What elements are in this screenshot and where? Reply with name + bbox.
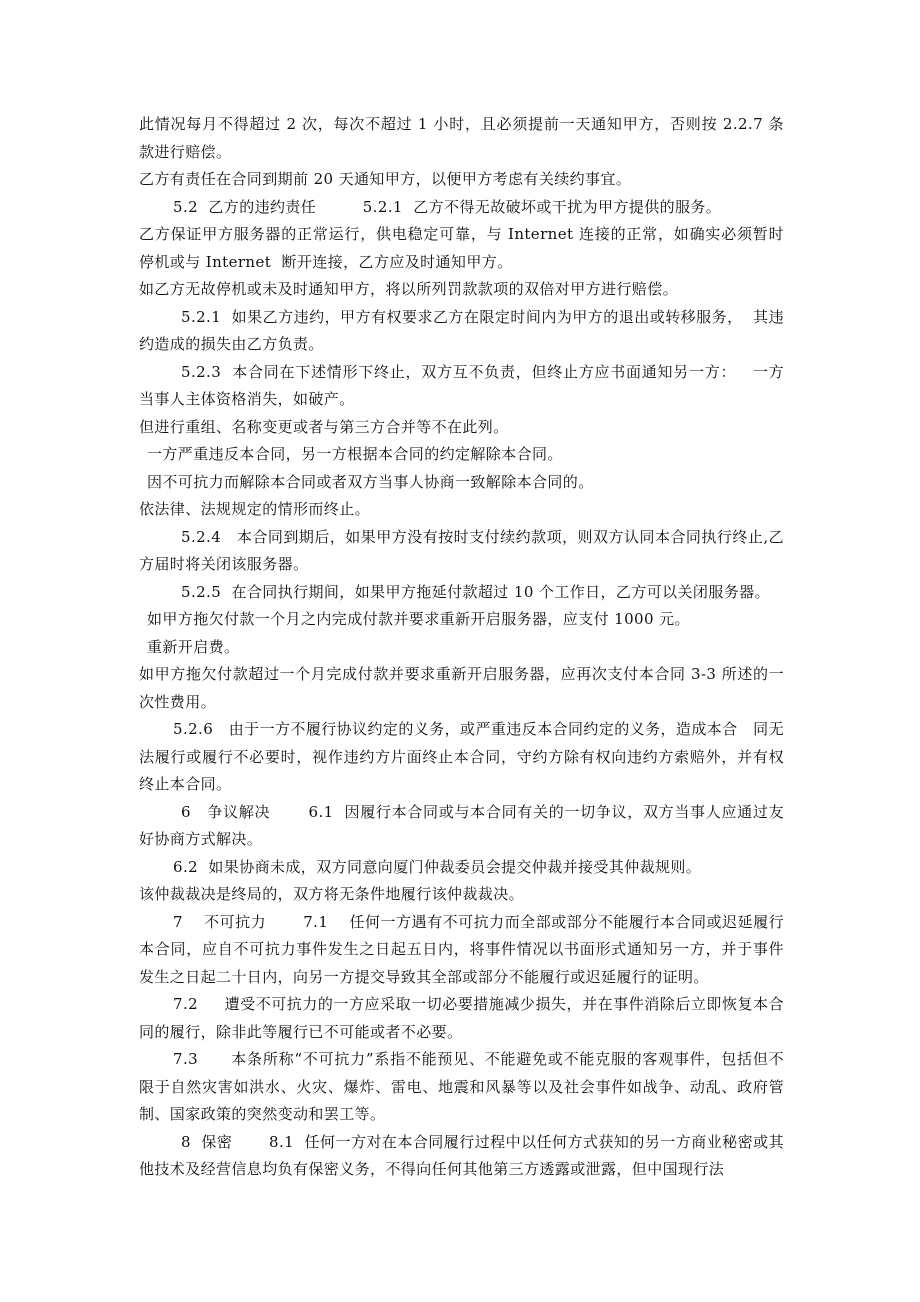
paragraph-12: 5.2.4 本合同到期后，如果甲方没有按时支付续约款项，则双方认同本合同执行终止,乙方届时将关闭该服务器。 (139, 527, 784, 573)
paragraph-13: 5.2.5 在合同执行期间，如果甲方拖延付款超过 10 个工作日，乙方可以关闭服务器。 (181, 582, 770, 601)
paragraph-24: 8 保密 8.1 任何一方对在本合同履行过程中以任何方式获知的另一方商业秘密或其他技术及经营信息均负有保密义务，不得向任何其他第三方透露或泄露，但中国现行法 (139, 1132, 784, 1178)
paragraph-16: 如甲方拖欠付款超过一个月完成付款并要求重新开启服务器，应再次支付本合同 3-3 所述的一次性费用。 (139, 665, 784, 711)
paragraph-10: 因不可抗力而解除本合同或者双方当事人协商一致解除本合同的。 (147, 472, 594, 491)
paragraph-1: 此情况每月不得超过 2 次，每次不超过 1 小时，且必须提前一天通知甲方，否则按 2.2.7 条款进行赔偿。 (139, 115, 784, 161)
paragraph-17: 5.2.6 由于一方不履行协议约定的义务，或严重违反本合同约定的义务，造成本合 同无法履行或履行不必要时，视作违约方片面终止本合同，守约方除有权向违约方索赔外，并有权终止本合同。 (139, 720, 784, 793)
paragraph-7: 5.2.3 本合同在下述情形下终止，双方互不负责，但终止方应书面通知另一方： 一方当事人主体资格消失，如破产。 (139, 362, 784, 408)
paragraph-15: 重新开启费。 (147, 637, 240, 656)
paragraph-6: 5.2.1 如果乙方违约，甲方有权要求乙方在限定时间内为甲方的退出或转移服务， 其违约造成的损失由乙方负责。 (139, 307, 784, 353)
paragraph-22: 7.2 遭受不可抗力的一方应采取一切必要措施减少损失，并在事件消除后立即恢复本合同的履行，除非此等履行已不可能或者不必要。 (139, 995, 784, 1041)
paragraph-18: 6 争议解决 6.1 因履行本合同或与本合同有关的一切争议，双方当事人应通过友好协商方式解决。 (139, 802, 784, 848)
paragraph-3: 5.2 乙方的违约责任 5.2.1 乙方不得无故破坏或干扰为甲方提供的服务。 (173, 197, 722, 216)
paragraph-21: 7 不可抗力 7.1 任何一方遇有不可抗力而全部或部分不能履行本合同或迟延履行本合同，应自不可抗力事件发生之日起五日内，将事件情况以书面形式通知另一方，并于事件发生之日起二十日内，向另一方提交导致其全部或部分不能履行或迟延履行的证明。 (139, 912, 784, 986)
paragraph-14: 如甲方拖欠付款一个月之内完成付款并要求重新开启服务器，应支付 1000 元。 (147, 610, 690, 628)
paragraph-19: 6.2 如果协商未成，双方同意向厦门仲裁委员会提交仲裁并接受其仲裁规则。 (173, 857, 702, 876)
paragraph-23: 7.3 本条所称“不可抗力”系指不能预见、不能避免或不能克服的客观事件，包括但不限于自然灾害如洪水、火灾、爆炸、雷电、地震和风暴等以及社会事件如战争、动乱、政府管制、国家政策的突然变动和罢工等。 (139, 1050, 784, 1123)
paragraph-2: 乙方有责任在合同到期前 20 天通知甲方，以便甲方考虑有关续约事宜。 (139, 170, 632, 188)
paragraph-5: 如乙方无故停机或未及时通知甲方，将以所列罚款款项的双倍对甲方进行赔偿。 (139, 280, 679, 298)
paragraph-11: 依法律、法规规定的情形而终止。 (139, 500, 371, 518)
paragraph-8: 但进行重组、名称变更或者与第三方合并等不在此列。 (139, 417, 509, 436)
document-body (139, 111, 784, 1184)
paragraph-4: 乙方保证甲方服务器的正常运行，供电稳定可靠，与 Internet 连接的正常，如确实必须暂时停机或与 Internet 断开连接，乙方应及时通知甲方。 (139, 225, 784, 271)
paragraph-20: 该仲裁裁决是终局的，双方将无条件地履行该仲裁裁决。 (139, 885, 525, 903)
paragraph-9: 一方严重违反本合同，另一方根据本合同的约定解除本合同。 (147, 445, 563, 463)
